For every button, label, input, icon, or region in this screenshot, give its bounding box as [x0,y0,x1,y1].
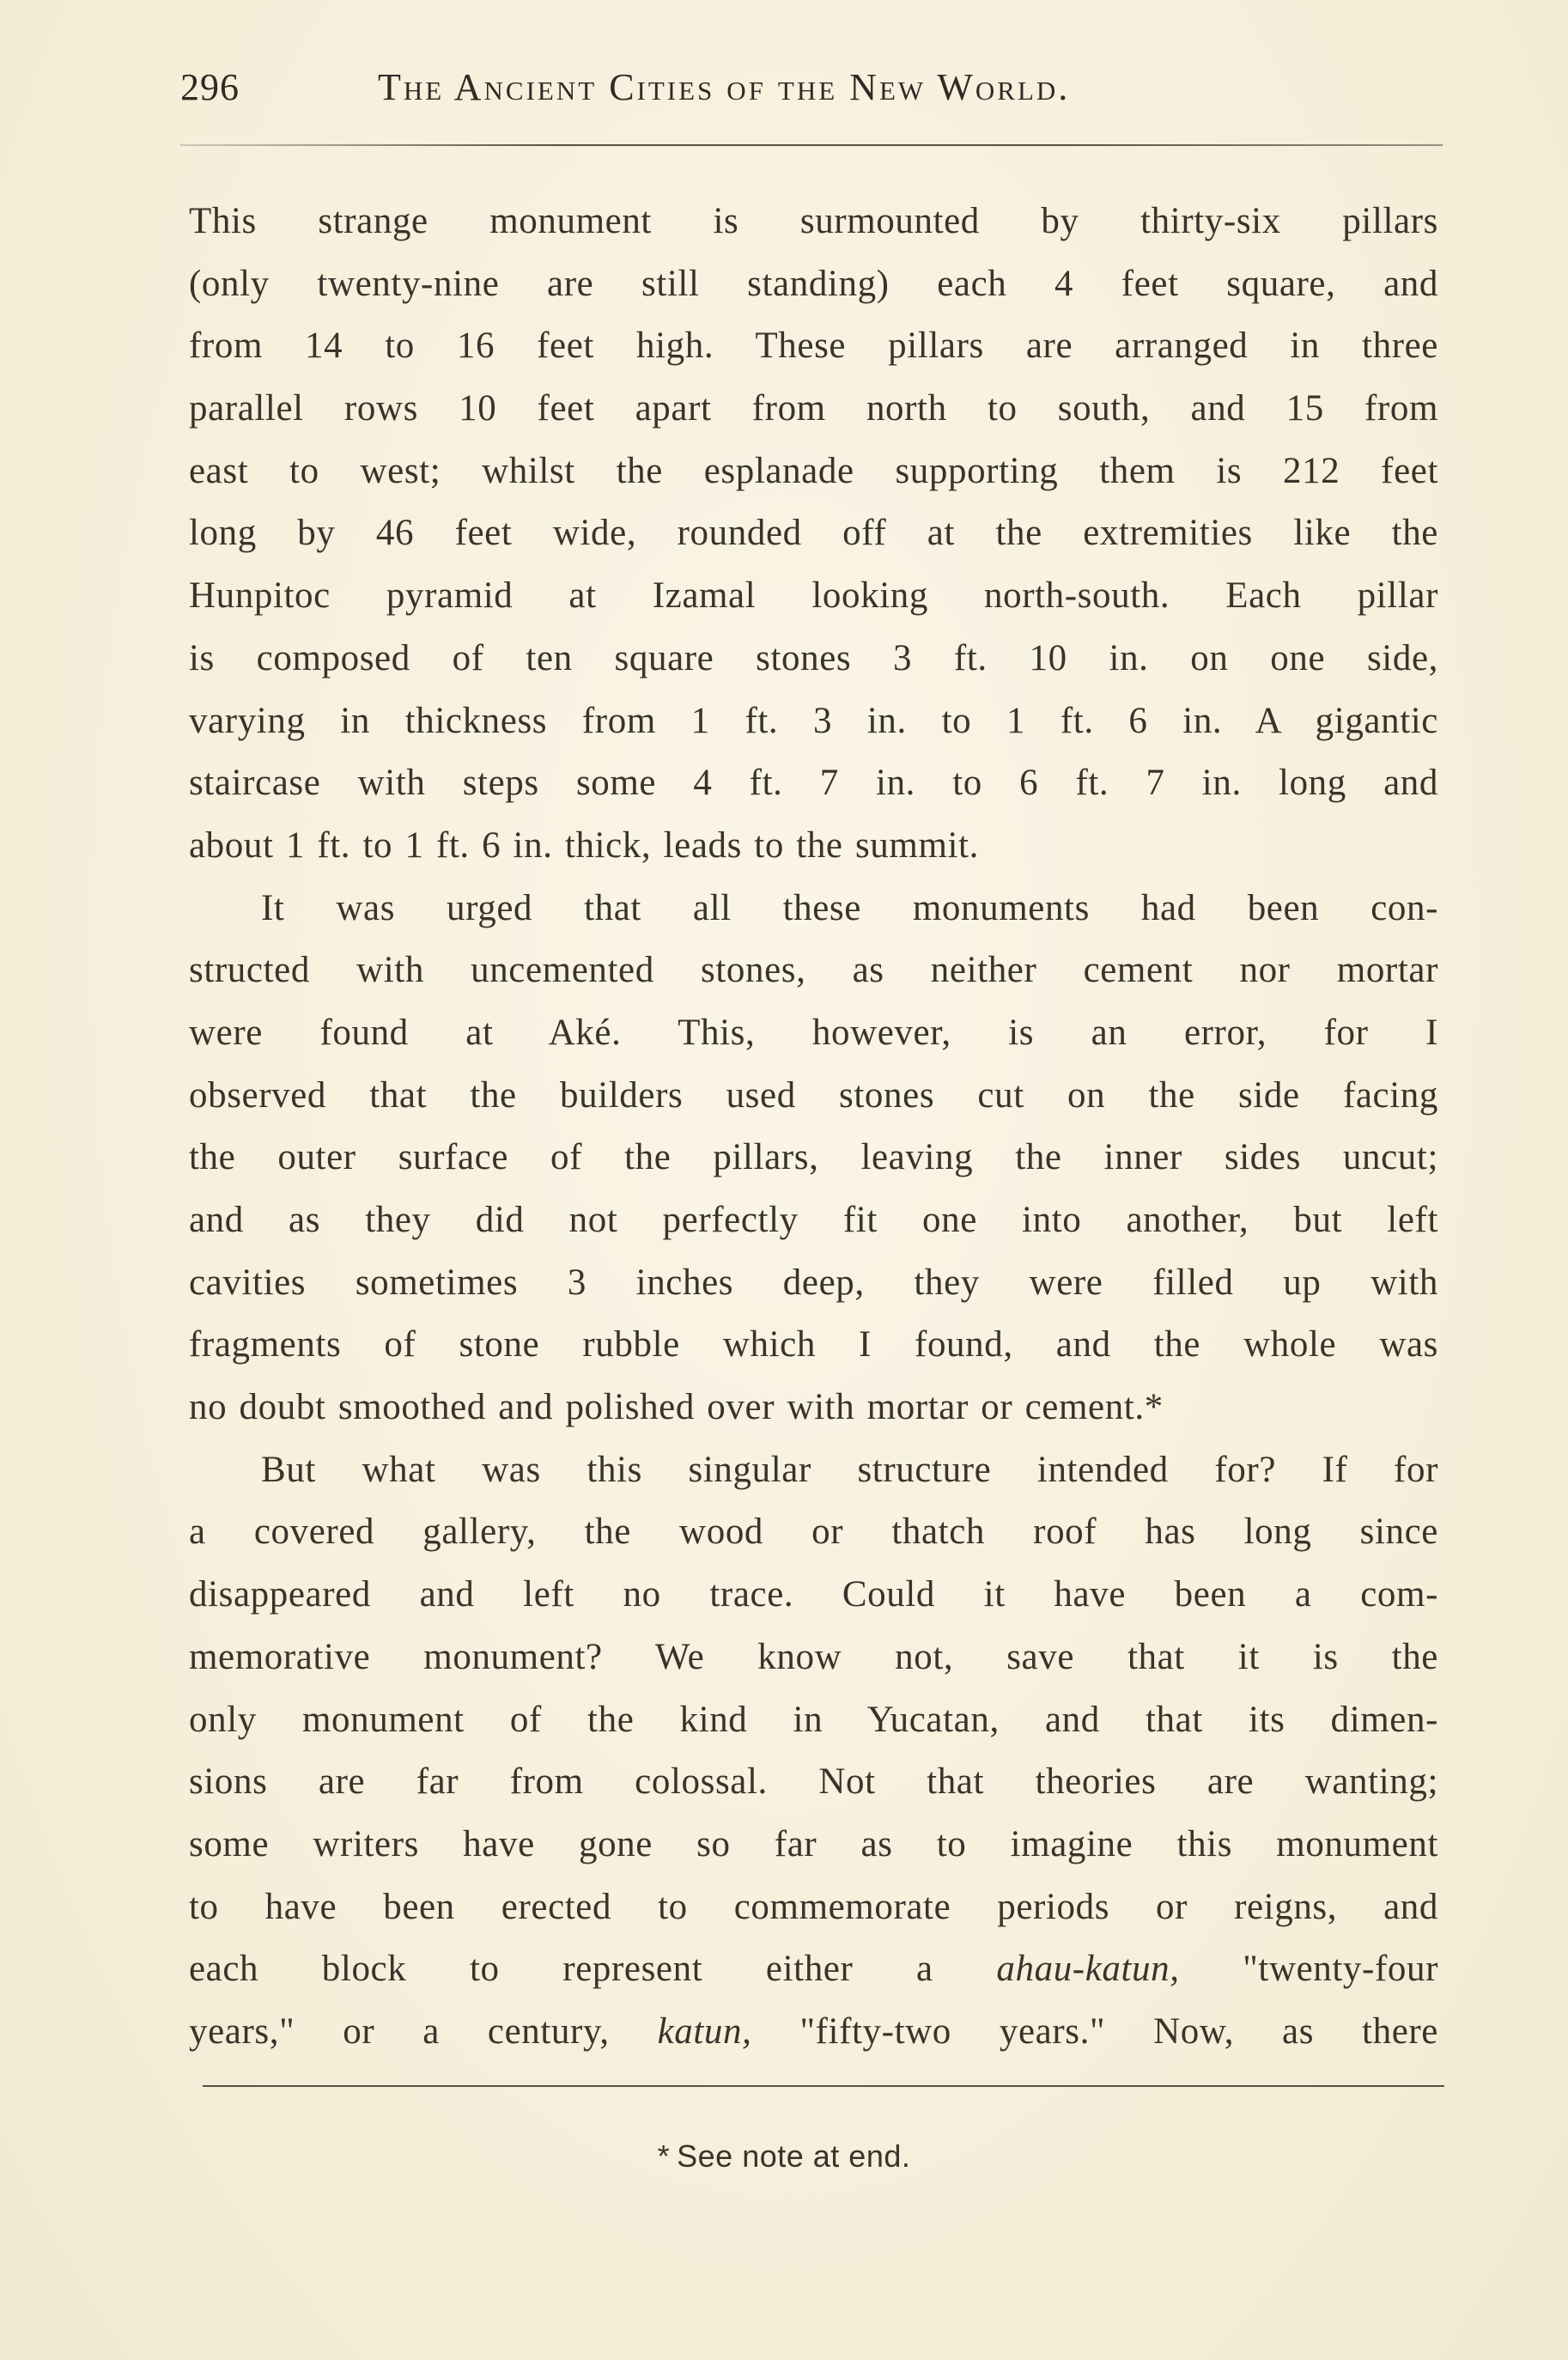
text-line: parallel rows 10 feet apart from north to south, and 15 from [189,388,1438,429]
text-line: were found at Aké. This, however, is an error, for I [189,1012,1438,1053]
page-header [180,60,1443,120]
text-segment: "twenty-four [1179,1949,1438,1990]
italic-term: ahau-katun, [996,1949,1180,1990]
text-line: the outer surface of the pillars, leaving the inner sides uncut; [189,1137,1438,1178]
text-line: cavities sometimes 3 inches deep, they were filled up with [189,1262,1438,1303]
text-line: a covered gallery, the wood or thatch roof has long since [189,1511,1438,1553]
text-line: varying in thickness from 1 ft. 3 in. to 1 ft. 6 in. A gigantic [189,700,1438,741]
text-line: This strange monument is surmounted by thirty-six pillars [189,201,1438,241]
footnote-text: See note at end. [677,2138,911,2174]
text-line: disappeared and left no trace. Could it have been a com- [189,1574,1438,1615]
text-line: long by 46 feet wide, rounded off at the extremities like the [189,513,1438,554]
text-line: about 1 ft. to 1 ft. 6 in. thick, leads to the summit. [189,824,979,866]
running-title: The Ancient Cities of the New World. [378,66,1071,108]
text-line: east to west; whilst the esplanade supporting them is 212 feet [189,450,1438,491]
text-line [189,1938,1438,2001]
text-segment: years," or a century, [189,2010,658,2052]
text-line: is composed of ten square stones 3 ft. 10 in. on one side, [189,637,1438,678]
text-segment: each block to represent either a [189,1949,997,1990]
page-number: 296 [180,66,240,108]
footnote-rule [203,2085,1444,2087]
text-line: staircase with steps some 4 ft. 7 in. to 6 ft. 7 in. long and [189,763,1438,804]
text-line: observed that the builders used stones cut on the side facing [189,1074,1438,1116]
text-line: sions are far from colossal. Not that theories are wanting; [189,1761,1438,1803]
text-line: no doubt smoothed and polished over with mortar or cement.* [189,1387,1164,1428]
footnote [0,2138,1568,2174]
footnote-mark: * [657,2138,671,2174]
text-line: and as they did not perfectly fit one into another, but left [189,1200,1438,1240]
body-text [189,191,1438,2064]
text-line [189,2001,1438,2064]
text-line: Hunpitoc pyramid at Izamal looking north-south. Each pillar [189,575,1438,617]
text-line: from 14 to 16 feet high. These pillars are arranged in three [189,325,1438,367]
text-segment: "fifty-two years." Now, as there [751,2010,1438,2052]
text-line: structed with uncemented stones, as neither cement nor mortar [189,950,1438,991]
text-line: It was urged that all these monuments had been con- [261,887,1438,928]
text-line: But what was this singular structure intended for? If for [261,1449,1438,1490]
text-line: (only twenty-nine are still standing) each 4 feet square, and [189,263,1438,304]
text-line: only monument of the kind in Yucatan, and that its dimen- [189,1699,1438,1740]
text-line: memorative monument? We know not, save that it is the [189,1636,1438,1677]
text-line: some writers have gone so far as to imagine this monument [189,1823,1438,1864]
text-line: to have been erected to commemorate periods or reigns, and [189,1886,1438,1927]
text-line: fragments of stone rubble which I found, and the whole was [189,1324,1438,1366]
header-rule [180,144,1443,146]
italic-term: katun, [657,2010,752,2052]
